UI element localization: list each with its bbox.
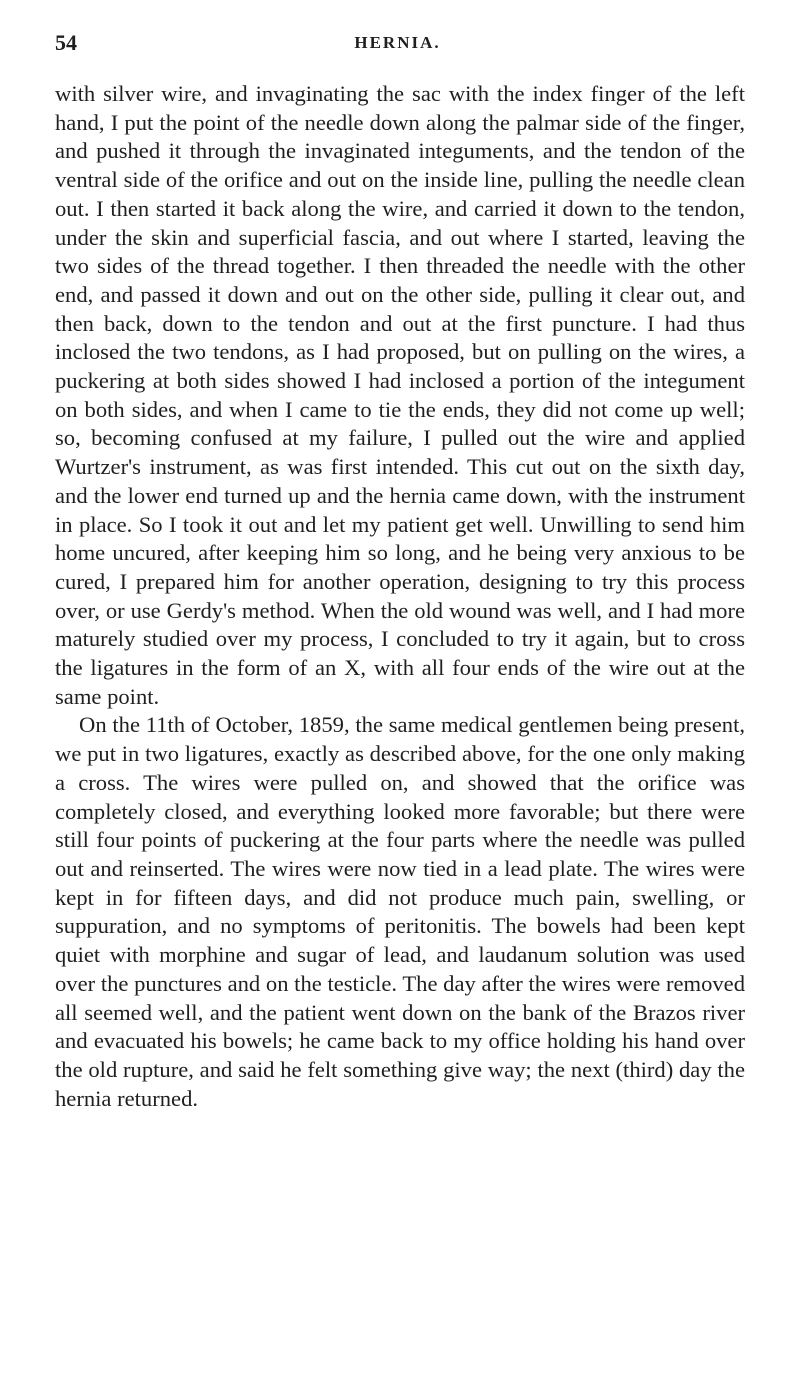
running-title: HERNIA. — [354, 33, 441, 52]
page-number: 54 — [55, 30, 77, 55]
paragraph: On the 11th of October, 1859, the same medical gentlemen being present, we put in two ligatures, exactly as described above, for the one only making a cross. The wires were pulled on, and showed that the orifice was completely closed, and everything looked more favorable; but there were still four points of puckering at the four parts where the needle was pulled out and reinserted. The wires were now tied in a lead plate. The wires were kept in for fifteen days, and did not produce much pain, swelling, or suppuration, and no symptoms of peritonitis. The bowels had been kept quiet with morphine and sugar of lead, and laudanum solution was used over the punctures and on the testicle. The day after the wires were removed all seemed well, and the patient went down on the bank of the Brazos river and evacuated his bowels; he came back to my office holding his hand over the old rupture, and said he felt something give way; the next (third) day the hernia returned. — [55, 712, 745, 1111]
running-head — [55, 30, 740, 56]
paragraph: with silver wire, and invaginating the sac with the index finger of the left hand, I put the point of the needle down along the palmar side of the finger, and pushed it through the invaginated integuments, and the tendon of the ventral side of the orifice and out on the inside line, pulling the needle clean out. I then started it back along the wire, and carried it down to the tendon, under the skin and superficial fascia, and out where I started, leaving the two sides of the thread together. I then threaded the needle with the other end, and passed it down and out on the other side, pulling it clear out, and then back, down to the tendon and out at the first puncture. I had thus inclosed the two tendons, as I had proposed, but on pulling on the wires, a puckering at both sides showed I had inclosed a portion of the integument on both sides, and when I came to tie the ends, they did not come up well; so, becoming confused at my failure, I pulled out the wire and applied Wurtzer's instrument, as was first intended. This cut out on the sixth day, and the lower end turned up and the hernia came down, with the instrument in place. So I took it out and let my patient get well. Unwilling to send him home uncured, after keeping him so long, and he being very anxious to be cured, I prepared him for another operation, designing to try this process over, or use Gerdy's method. When the old wound was well, and I had more maturely studied over my process, I concluded to try it again, but to cross the ligatures in the form of an X, with all four ends of the wire out at the same point. — [55, 81, 745, 709]
body-text — [55, 80, 745, 1113]
